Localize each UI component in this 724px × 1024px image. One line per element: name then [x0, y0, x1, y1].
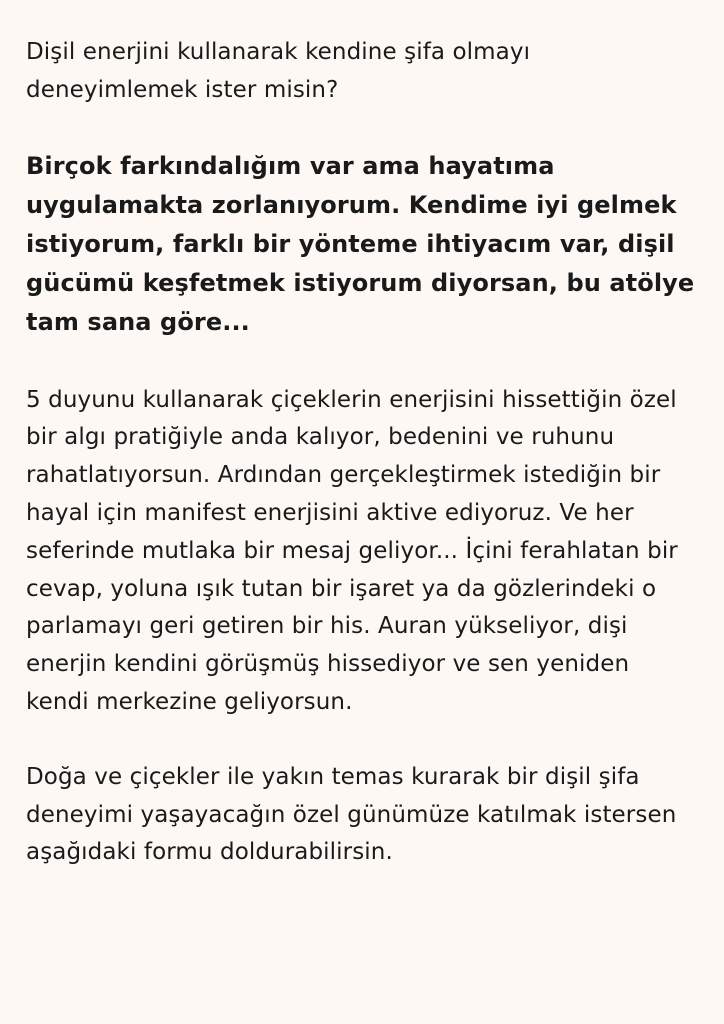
description-paragraph: 5 duyunu kullanarak çiçeklerin enerjisini hissettiğin özel bir algı pratiğiyle anda kalıyor, bedenini ve ruhunu rahatlatıyorsun. Ardından gerçekleştirmek istediğin bir hayal için manifest enerjisini aktive ediyoruz. Ve her seferinde mutlaka bir mesaj geliyor... İçini ferahlatan bir cevap, yoluna ışık tutan bir işaret ya da gözlerindeki o parlamayı geri getiren bir his. Auran yükseliyor, dişi enerjin kendini görüşmüş hissediyor ve sen yeniden kendi merkezine geliyorsun.	[26, 386, 678, 715]
intro-paragraph: Dişil enerjini kullanarak kendine şifa olmayı deneyimlemek ister misin?	[26, 39, 531, 103]
highlight-paragraph: Birçok farkındalığım var ama hayatıma uygulamakta zorlanıyorum. Kendime iyi gelmek istiyorum, farklı bir yönteme ihtiyacım var, dişil gücümü keşfetmek istiyorum diyorsan, bu atölye tam sana göre...	[26, 151, 695, 336]
closing-paragraph: Doğa ve çiçekler ile yakın temas kurarak bir dişil şifa deneyimi yaşayacağın özel günümüze katılmak istersen aşağıdaki formu doldurabilirsin.	[26, 763, 677, 866]
document-body	[26, 34, 698, 872]
